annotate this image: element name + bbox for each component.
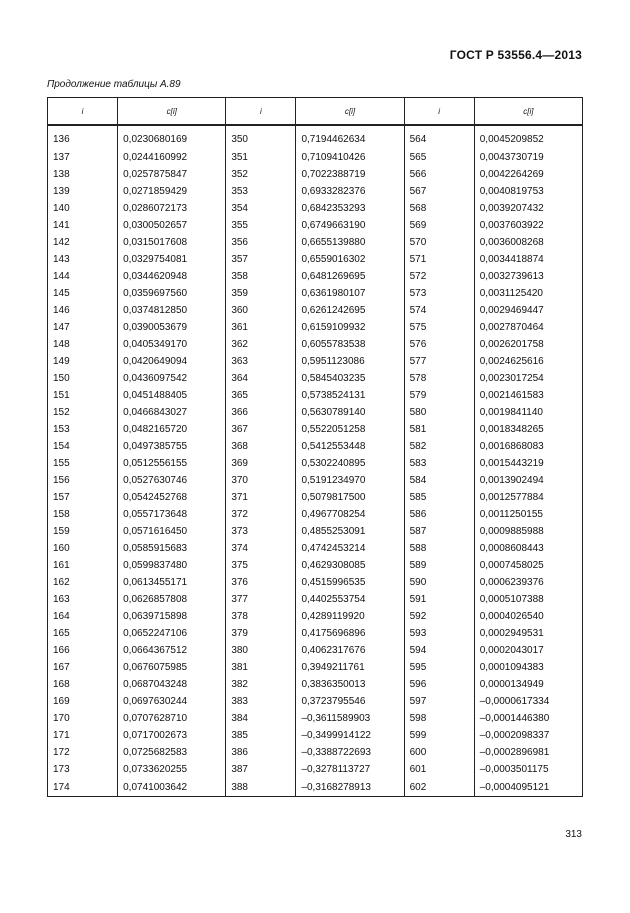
row-index: 170	[48, 710, 118, 727]
row-coefficient: 0,0717002673	[118, 727, 226, 744]
row-coefficient: 0,0626857808	[118, 591, 226, 608]
row-index: 351	[226, 149, 296, 166]
row-coefficient: –0,0000617334	[474, 693, 582, 710]
row-index: 575	[404, 319, 474, 336]
row-coefficient: 0,0021461583	[474, 387, 582, 404]
table-row	[48, 217, 583, 234]
table-row	[48, 761, 583, 778]
row-coefficient: 0,0300502657	[118, 217, 226, 234]
row-index: 576	[404, 336, 474, 353]
row-index: 571	[404, 251, 474, 268]
row-coefficient: 0,0001094383	[474, 659, 582, 676]
row-index: 164	[48, 608, 118, 625]
row-coefficient: 0,0344620948	[118, 268, 226, 285]
table-row	[48, 608, 583, 625]
row-coefficient: 0,5191234970	[296, 472, 404, 489]
row-coefficient: 0,0007458025	[474, 557, 582, 574]
header-index: i	[226, 98, 296, 126]
row-index: 355	[226, 217, 296, 234]
table-row	[48, 540, 583, 557]
table-row	[48, 778, 583, 797]
row-coefficient: 0,0466843027	[118, 404, 226, 421]
row-index: 369	[226, 455, 296, 472]
row-index: 600	[404, 744, 474, 761]
row-coefficient: 0,0029469447	[474, 302, 582, 319]
row-index: 139	[48, 183, 118, 200]
row-coefficient: 0,0286072173	[118, 200, 226, 217]
row-index: 155	[48, 455, 118, 472]
header-index: i	[404, 98, 474, 126]
row-coefficient: 0,0436097542	[118, 370, 226, 387]
row-index: 353	[226, 183, 296, 200]
row-index: 378	[226, 608, 296, 625]
row-index: 150	[48, 370, 118, 387]
table-row	[48, 676, 583, 693]
row-coefficient: 0,0741003642	[118, 778, 226, 797]
row-coefficient: 0,4062317676	[296, 642, 404, 659]
row-index: 595	[404, 659, 474, 676]
row-coefficient: 0,0040819753	[474, 183, 582, 200]
row-index: 364	[226, 370, 296, 387]
row-coefficient: 0,0405349170	[118, 336, 226, 353]
row-index: 174	[48, 778, 118, 797]
table-row	[48, 727, 583, 744]
row-coefficient: 0,0002043017	[474, 642, 582, 659]
row-index: 162	[48, 574, 118, 591]
row-coefficient: 0,4175696896	[296, 625, 404, 642]
row-coefficient: –0,0004095121	[474, 778, 582, 797]
row-coefficient: –0,3278113727	[296, 761, 404, 778]
header-index: i	[48, 98, 118, 126]
table-row	[48, 370, 583, 387]
row-coefficient: 0,6933282376	[296, 183, 404, 200]
row-index: 564	[404, 125, 474, 149]
table-row	[48, 489, 583, 506]
table-row	[48, 302, 583, 319]
row-coefficient: 0,0039207432	[474, 200, 582, 217]
row-coefficient: 0,6361980107	[296, 285, 404, 302]
row-index: 593	[404, 625, 474, 642]
row-index: 577	[404, 353, 474, 370]
row-index: 149	[48, 353, 118, 370]
row-coefficient: 0,6481269695	[296, 268, 404, 285]
row-coefficient: 0,0374812850	[118, 302, 226, 319]
row-coefficient: 0,0006239376	[474, 574, 582, 591]
row-index: 151	[48, 387, 118, 404]
row-coefficient: 0,0585915683	[118, 540, 226, 557]
table-row	[48, 251, 583, 268]
row-index: 601	[404, 761, 474, 778]
row-index: 136	[48, 125, 118, 149]
row-index: 565	[404, 149, 474, 166]
row-index: 152	[48, 404, 118, 421]
document-standard-number: ГОСТ Р 53556.4—2013	[449, 48, 582, 62]
row-coefficient: 0,0045209852	[474, 125, 582, 149]
row-index: 172	[48, 744, 118, 761]
row-index: 583	[404, 455, 474, 472]
row-index: 590	[404, 574, 474, 591]
row-coefficient: 0,0005107388	[474, 591, 582, 608]
row-index: 148	[48, 336, 118, 353]
row-coefficient: 0,0512556155	[118, 455, 226, 472]
row-index: 582	[404, 438, 474, 455]
row-coefficient: –0,3499914122	[296, 727, 404, 744]
row-index: 352	[226, 166, 296, 183]
row-coefficient: 0,4855253091	[296, 523, 404, 540]
row-index: 365	[226, 387, 296, 404]
row-index: 385	[226, 727, 296, 744]
row-coefficient: 0,5079817500	[296, 489, 404, 506]
header-coefficient: c[i]	[296, 98, 404, 126]
row-index: 368	[226, 438, 296, 455]
row-coefficient: 0,6159109932	[296, 319, 404, 336]
row-coefficient: 0,0329754081	[118, 251, 226, 268]
row-coefficient: 0,6261242695	[296, 302, 404, 319]
row-index: 154	[48, 438, 118, 455]
row-coefficient: 0,0557173648	[118, 506, 226, 523]
row-index: 158	[48, 506, 118, 523]
table-row	[48, 125, 583, 149]
row-coefficient: 0,0018348265	[474, 421, 582, 438]
row-index: 147	[48, 319, 118, 336]
table-row	[48, 183, 583, 200]
row-coefficient: 0,0026201758	[474, 336, 582, 353]
row-index: 169	[48, 693, 118, 710]
row-coefficient: 0,0004026540	[474, 608, 582, 625]
row-index: 168	[48, 676, 118, 693]
row-index: 379	[226, 625, 296, 642]
row-index: 361	[226, 319, 296, 336]
row-coefficient: 0,0008608443	[474, 540, 582, 557]
table-row	[48, 455, 583, 472]
row-coefficient: 0,4515996535	[296, 574, 404, 591]
row-coefficient: 0,0032739613	[474, 268, 582, 285]
row-coefficient: 0,0687043248	[118, 676, 226, 693]
row-coefficient: 0,0664367512	[118, 642, 226, 659]
row-coefficient: 0,0011250155	[474, 506, 582, 523]
row-coefficient: 0,5738524131	[296, 387, 404, 404]
table-row	[48, 574, 583, 591]
row-index: 372	[226, 506, 296, 523]
row-index: 570	[404, 234, 474, 251]
table-row	[48, 642, 583, 659]
row-coefficient: 0,0271859429	[118, 183, 226, 200]
row-index: 578	[404, 370, 474, 387]
row-index: 602	[404, 778, 474, 797]
row-index: 357	[226, 251, 296, 268]
row-coefficient: 0,0497385755	[118, 438, 226, 455]
row-index: 387	[226, 761, 296, 778]
row-coefficient: 0,0676075985	[118, 659, 226, 676]
row-coefficient: 0,0000134949	[474, 676, 582, 693]
row-index: 356	[226, 234, 296, 251]
row-coefficient: 0,0015443219	[474, 455, 582, 472]
row-coefficient: 0,4289119920	[296, 608, 404, 625]
row-index: 137	[48, 149, 118, 166]
row-coefficient: 0,0571616450	[118, 523, 226, 540]
row-index: 574	[404, 302, 474, 319]
table-row	[48, 285, 583, 302]
row-coefficient: 0,0024625616	[474, 353, 582, 370]
row-index: 384	[226, 710, 296, 727]
table-row	[48, 693, 583, 710]
row-index: 579	[404, 387, 474, 404]
row-coefficient: 0,3723795546	[296, 693, 404, 710]
row-coefficient: 0,0036008268	[474, 234, 582, 251]
row-index: 580	[404, 404, 474, 421]
row-coefficient: 0,0002949531	[474, 625, 582, 642]
row-index: 171	[48, 727, 118, 744]
row-index: 588	[404, 540, 474, 557]
row-index: 598	[404, 710, 474, 727]
row-index: 145	[48, 285, 118, 302]
row-index: 366	[226, 404, 296, 421]
row-coefficient: 0,0315017608	[118, 234, 226, 251]
row-coefficient: 0,7109410426	[296, 149, 404, 166]
row-index: 567	[404, 183, 474, 200]
row-coefficient: 0,0013902494	[474, 472, 582, 489]
row-coefficient: 0,4967708254	[296, 506, 404, 523]
table-row	[48, 591, 583, 608]
row-index: 354	[226, 200, 296, 217]
row-index: 160	[48, 540, 118, 557]
row-coefficient: 0,0613455171	[118, 574, 226, 591]
table-row	[48, 268, 583, 285]
table-header-row	[48, 98, 583, 126]
row-coefficient: 0,0230680169	[118, 125, 226, 149]
row-index: 373	[226, 523, 296, 540]
table-row	[48, 659, 583, 676]
row-coefficient: 0,0733620255	[118, 761, 226, 778]
row-index: 386	[226, 744, 296, 761]
row-index: 587	[404, 523, 474, 540]
row-index: 382	[226, 676, 296, 693]
row-coefficient: 0,0019841140	[474, 404, 582, 421]
row-index: 163	[48, 591, 118, 608]
row-index: 566	[404, 166, 474, 183]
table-row	[48, 336, 583, 353]
row-coefficient: –0,3611589903	[296, 710, 404, 727]
row-index: 388	[226, 778, 296, 797]
row-index: 597	[404, 693, 474, 710]
row-coefficient: –0,3168278913	[296, 778, 404, 797]
row-coefficient: 0,0009885988	[474, 523, 582, 540]
row-coefficient: –0,0002896981	[474, 744, 582, 761]
row-index: 138	[48, 166, 118, 183]
row-index: 362	[226, 336, 296, 353]
row-index: 591	[404, 591, 474, 608]
table-body	[48, 125, 583, 797]
row-index: 383	[226, 693, 296, 710]
row-index: 586	[404, 506, 474, 523]
row-index: 376	[226, 574, 296, 591]
row-index: 173	[48, 761, 118, 778]
table-row	[48, 387, 583, 404]
row-index: 581	[404, 421, 474, 438]
row-index: 573	[404, 285, 474, 302]
row-index: 367	[226, 421, 296, 438]
row-index: 146	[48, 302, 118, 319]
row-coefficient: 0,7194462634	[296, 125, 404, 149]
row-index: 363	[226, 353, 296, 370]
row-coefficient: 0,0652247106	[118, 625, 226, 642]
row-index: 589	[404, 557, 474, 574]
row-coefficient: 0,6559016302	[296, 251, 404, 268]
row-coefficient: 0,0012577884	[474, 489, 582, 506]
table-row	[48, 149, 583, 166]
row-coefficient: 0,0042264269	[474, 166, 582, 183]
row-coefficient: 0,3949211761	[296, 659, 404, 676]
row-index: 360	[226, 302, 296, 319]
row-coefficient: 0,5412553448	[296, 438, 404, 455]
table-row	[48, 438, 583, 455]
row-coefficient: 0,0034418874	[474, 251, 582, 268]
header-coefficient: c[i]	[474, 98, 582, 126]
row-coefficient: 0,0037603922	[474, 217, 582, 234]
row-index: 585	[404, 489, 474, 506]
table-caption: Продолжение таблицы А.89	[47, 79, 181, 90]
table-row	[48, 421, 583, 438]
row-index: 159	[48, 523, 118, 540]
table-row	[48, 353, 583, 370]
page-number: 313	[565, 829, 582, 840]
row-coefficient: 0,0420649094	[118, 353, 226, 370]
row-coefficient: 0,5630789140	[296, 404, 404, 421]
row-coefficient: 0,0451488405	[118, 387, 226, 404]
row-index: 370	[226, 472, 296, 489]
row-coefficient: 0,0043730719	[474, 149, 582, 166]
row-coefficient: 0,7022388719	[296, 166, 404, 183]
row-coefficient: 0,0257875847	[118, 166, 226, 183]
row-index: 599	[404, 727, 474, 744]
row-index: 569	[404, 217, 474, 234]
row-index: 359	[226, 285, 296, 302]
row-coefficient: 0,0697630244	[118, 693, 226, 710]
table-row	[48, 319, 583, 336]
table-row	[48, 625, 583, 642]
row-coefficient: –0,0003501175	[474, 761, 582, 778]
row-coefficient: 0,0359697560	[118, 285, 226, 302]
row-coefficient: 0,0027870464	[474, 319, 582, 336]
row-coefficient: 0,5522051258	[296, 421, 404, 438]
table-row	[48, 557, 583, 574]
row-index: 592	[404, 608, 474, 625]
row-coefficient: 0,4742453214	[296, 540, 404, 557]
row-coefficient: 0,5845403235	[296, 370, 404, 387]
row-index: 165	[48, 625, 118, 642]
row-index: 596	[404, 676, 474, 693]
row-index: 358	[226, 268, 296, 285]
row-coefficient: –0,0001446380	[474, 710, 582, 727]
table-row	[48, 472, 583, 489]
table-row	[48, 744, 583, 761]
table-row	[48, 506, 583, 523]
row-coefficient: 0,5302240895	[296, 455, 404, 472]
row-index: 380	[226, 642, 296, 659]
row-index: 377	[226, 591, 296, 608]
row-coefficient: –0,3388722693	[296, 744, 404, 761]
row-index: 142	[48, 234, 118, 251]
row-index: 157	[48, 489, 118, 506]
table-row	[48, 166, 583, 183]
row-coefficient: 0,0542452768	[118, 489, 226, 506]
row-index: 156	[48, 472, 118, 489]
row-index: 350	[226, 125, 296, 149]
row-coefficient: 0,6842353293	[296, 200, 404, 217]
row-coefficient: 0,0031125420	[474, 285, 582, 302]
row-index: 144	[48, 268, 118, 285]
row-coefficient: 0,4402553754	[296, 591, 404, 608]
row-index: 371	[226, 489, 296, 506]
row-coefficient: 0,0527630746	[118, 472, 226, 489]
row-index: 568	[404, 200, 474, 217]
row-index: 141	[48, 217, 118, 234]
row-coefficient: 0,0639715898	[118, 608, 226, 625]
row-index: 143	[48, 251, 118, 268]
row-coefficient: 0,4629308085	[296, 557, 404, 574]
row-coefficient: 0,6749663190	[296, 217, 404, 234]
row-coefficient: 0,0707628710	[118, 710, 226, 727]
row-index: 594	[404, 642, 474, 659]
table-row	[48, 523, 583, 540]
row-index: 572	[404, 268, 474, 285]
row-index: 381	[226, 659, 296, 676]
row-coefficient: 0,0016868083	[474, 438, 582, 455]
row-coefficient: 0,0244160992	[118, 149, 226, 166]
table-row	[48, 200, 583, 217]
row-coefficient: 0,0482165720	[118, 421, 226, 438]
row-index: 375	[226, 557, 296, 574]
header-coefficient: c[i]	[118, 98, 226, 126]
row-index: 166	[48, 642, 118, 659]
row-coefficient: 0,5951123086	[296, 353, 404, 370]
row-coefficient: 0,0599837480	[118, 557, 226, 574]
table-row	[48, 710, 583, 727]
table-row	[48, 234, 583, 251]
row-index: 140	[48, 200, 118, 217]
row-coefficient: 0,0725682583	[118, 744, 226, 761]
row-coefficient: 0,0390053679	[118, 319, 226, 336]
table-row	[48, 404, 583, 421]
row-coefficient: –0,0002098337	[474, 727, 582, 744]
row-index: 374	[226, 540, 296, 557]
row-coefficient: 0,3836350013	[296, 676, 404, 693]
row-coefficient: 0,6655139880	[296, 234, 404, 251]
row-index: 584	[404, 472, 474, 489]
row-index: 161	[48, 557, 118, 574]
row-index: 167	[48, 659, 118, 676]
row-index: 153	[48, 421, 118, 438]
coefficient-table	[47, 97, 583, 797]
row-coefficient: 0,6055783538	[296, 336, 404, 353]
row-coefficient: 0,0023017254	[474, 370, 582, 387]
